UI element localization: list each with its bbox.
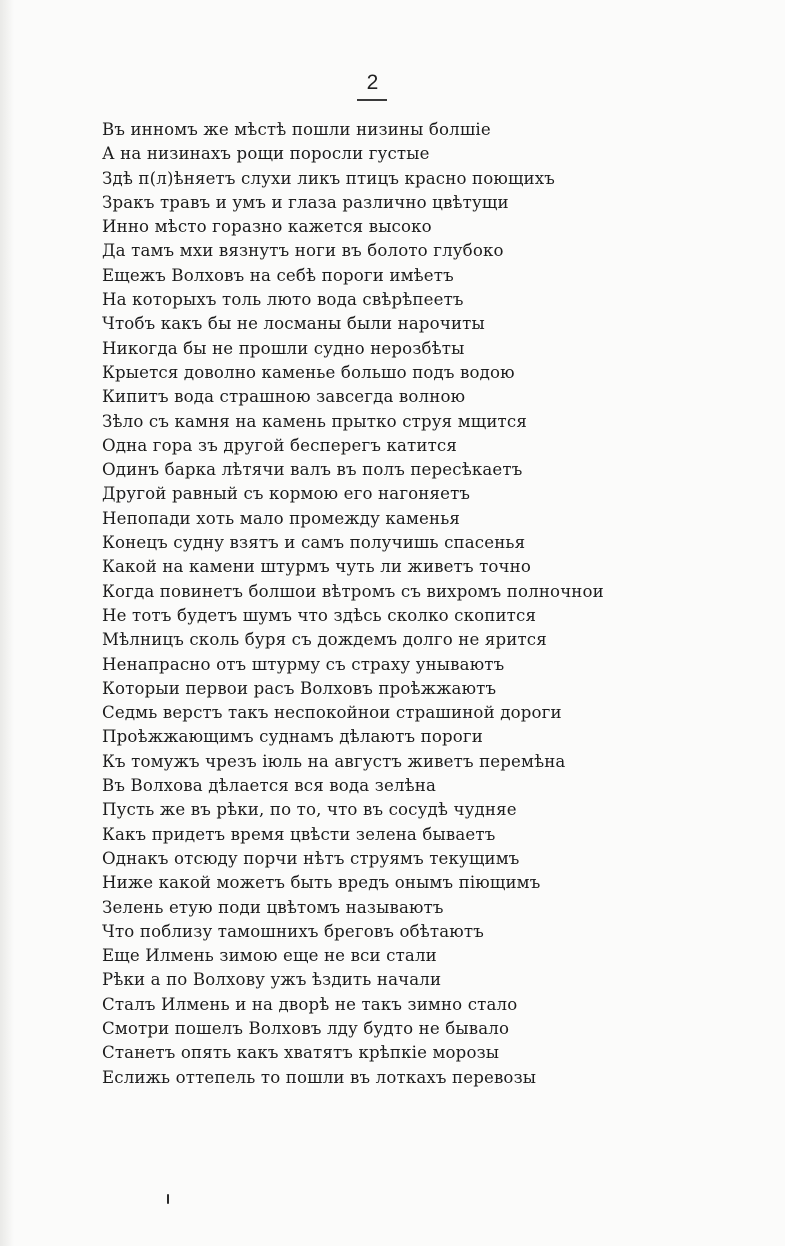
- poem-line: Одна гора зъ другой бесперегъ катится: [102, 435, 457, 455]
- page-number-underline: [357, 99, 387, 101]
- poem-line: Другой равный съ кормою его нагоняетъ: [102, 484, 471, 504]
- poem-line: Какъ придетъ время цвѣсти зелена бываетъ: [102, 824, 496, 844]
- poem-line: Однакъ отсюду порчи нѣтъ струямъ текущимъ: [102, 848, 520, 868]
- poem-line: Смотри пошелъ Волховъ лду будто не бывало: [102, 1018, 510, 1038]
- poem-line: Еслижь оттепель то пошли въ лоткахъ перевозы: [102, 1067, 537, 1087]
- poem-line: Которыи первои расъ Волховъ проѣжжаютъ: [102, 678, 497, 698]
- poem-line: Сталъ Илмень и на дворѣ не такъ зимно стало: [102, 994, 518, 1014]
- poem-line: Пусть же въ рѣки, по то, что въ сосудѣ чудняе: [102, 800, 517, 820]
- page-number: 2: [366, 71, 379, 94]
- poem-line: Чтобъ какъ бы не лосманы были нарочиты: [102, 314, 485, 334]
- poem-line: Зѣло съ камня на камень прытко струя мщится: [102, 411, 527, 431]
- page-edge-shadow: [0, 0, 14, 1246]
- poem-line: Когда повинетъ болшои вѣтромъ съ вихромъ полночнои: [102, 581, 604, 601]
- poem-text: [102, 118, 702, 1090]
- poem-line: Какой на камени штурмъ чуть ли живетъ точно: [102, 557, 532, 577]
- poem-line: Конецъ судну взятъ и самъ получишь спасенья: [102, 533, 526, 553]
- poem-line: Зелень етую поди цвѣтомъ называютъ: [102, 897, 444, 917]
- poem-line: Инно мѣсто горазно кажется высоко: [102, 217, 432, 237]
- poem-line: Ещежъ Волховъ на себѣ пороги имѣетъ: [102, 265, 454, 285]
- poem-line: Никогда бы не прошли судно нерозбѣты: [102, 338, 465, 358]
- poem-line: Здѣ п(л)ѣняетъ слухи ликъ птицъ красно поющихъ: [102, 168, 555, 188]
- ink-speck: [167, 1194, 169, 1204]
- poem-line: А на низинахъ рощи поросли густые: [102, 144, 430, 164]
- poem-line: Въ Волхова дѣлается вся вода зелѣна: [102, 776, 437, 796]
- poem-line: Въ инномъ же мѣстѣ пошли низины болшіе: [102, 120, 491, 139]
- poem-line: Еще Илмень зимою еще не вси стали: [102, 946, 437, 966]
- poem-line: Не тотъ будетъ шумъ что здѣсь сколко скопится: [102, 605, 537, 625]
- poem-line: Зракъ травъ и умъ и глаза различно цвѣтущи: [102, 192, 509, 212]
- poem-line: Да тамъ мхи вязнутъ ноги въ болото глубоко: [102, 241, 504, 261]
- poem-line: Къ томужъ чрезъ іюль на августъ живетъ перемѣна: [102, 751, 566, 771]
- poem-line: Седмь верстъ такъ неспокойнои страшиной дороги: [102, 703, 562, 723]
- poem-line: Что поблизу тамошнихъ бреговъ обѣтаютъ: [102, 921, 484, 941]
- poem-line: Ниже какой можетъ быть вредъ онымъ піющимъ: [102, 873, 541, 893]
- poem-line: На которыхъ толь люто вода свѣрѣпеетъ: [102, 290, 464, 310]
- poem-line: Ненапрасно отъ штурму съ страху унываютъ: [102, 654, 505, 674]
- poem-line: Одинъ барка лѣтячи валъ въ полъ пересѣкаетъ: [102, 460, 523, 480]
- poem-line: Крыется доволно каменье большо подъ водою: [102, 362, 515, 382]
- poem-line: Рѣки а по Волхову ужъ ѣздить начали: [102, 970, 442, 990]
- poem-line: Станетъ опять какъ хватятъ крѣпкіе морозы: [102, 1043, 500, 1063]
- poem-line: Непопади хоть мало промежду каменья: [102, 508, 461, 528]
- poem-line: Кипитъ вода страшною завсегда волною: [102, 387, 466, 407]
- poem-line: Проѣжжающимъ суднамъ дѣлаютъ пороги: [102, 727, 483, 747]
- poem-line: Мѣлницъ сколь буря съ дождемъ долго не ярится: [102, 630, 547, 650]
